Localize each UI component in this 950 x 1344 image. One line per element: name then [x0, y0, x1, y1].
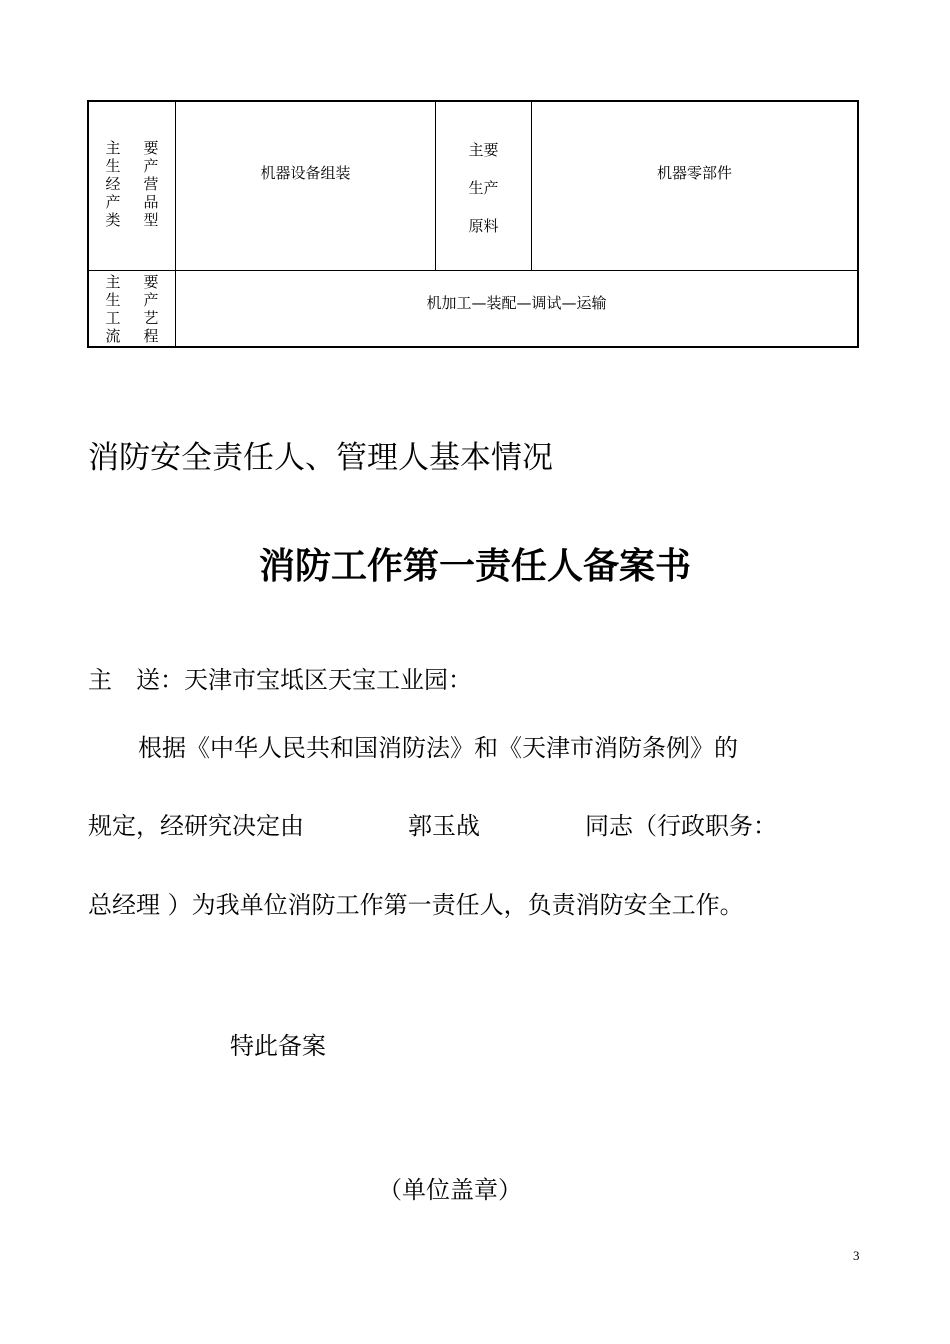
main-products-value: 机器设备组装: [260, 164, 351, 182]
seal-placeholder: （单位盖章）: [378, 1176, 522, 1204]
main-products-label: [99, 139, 165, 229]
label-char: 要: [143, 139, 159, 157]
process-flow-label: [99, 273, 165, 345]
label-char: 程: [143, 327, 159, 345]
raw-materials-label: [436, 131, 531, 245]
label-line: 生产: [468, 179, 499, 197]
label-char: 要: [143, 273, 159, 291]
paragraph-line-3: 总经理 ）为我单位消防工作第一责任人，负责消防安全工作。: [88, 891, 744, 919]
label-line: 主要: [468, 141, 499, 159]
label-char: 艺: [143, 309, 159, 327]
paragraph-line-2-prefix: 规定，经研究决定由: [88, 812, 304, 840]
label-char: 主: [105, 139, 121, 157]
table-divider: [175, 102, 176, 270]
recipient-line: 主 送：天津市宝坻区天宝工业园：: [88, 666, 472, 694]
paragraph-line-2-suffix: 同志（行政职务：: [585, 812, 777, 840]
raw-materials-value: 机器零部件: [656, 164, 732, 182]
paragraph-line-1: 根据《中华人民共和国消防法》和《天津市消防条例》的: [138, 734, 738, 762]
label-char: 工: [105, 309, 121, 327]
label-char: 型: [143, 211, 159, 229]
label-char: 产: [143, 157, 159, 175]
enterprise-info-table: [87, 100, 859, 348]
section-heading: 消防安全责任人、管理人基本情况: [88, 440, 553, 476]
label-char: 经: [105, 175, 121, 193]
page-number: 3: [853, 1248, 860, 1263]
label-char: 类: [105, 211, 121, 229]
label-char: 产: [143, 291, 159, 309]
closing-text: 特此备案: [230, 1032, 326, 1060]
table-divider: [531, 102, 532, 270]
label-char: 品: [143, 193, 159, 211]
table-divider: [89, 270, 857, 271]
responsible-person-name: 郭玉战: [408, 812, 480, 840]
process-flow-value: 机加工—装配—调试—运输: [426, 294, 607, 312]
label-char: 生: [105, 157, 121, 175]
label-char: 生: [105, 291, 121, 309]
label-char: 营: [143, 175, 159, 193]
doc-title: 消防工作第一责任人备案书: [258, 546, 691, 587]
label-char: 流: [105, 327, 121, 345]
label-char: 产: [105, 193, 121, 211]
label-char: 主: [105, 273, 121, 291]
label-line: 原料: [468, 217, 499, 235]
